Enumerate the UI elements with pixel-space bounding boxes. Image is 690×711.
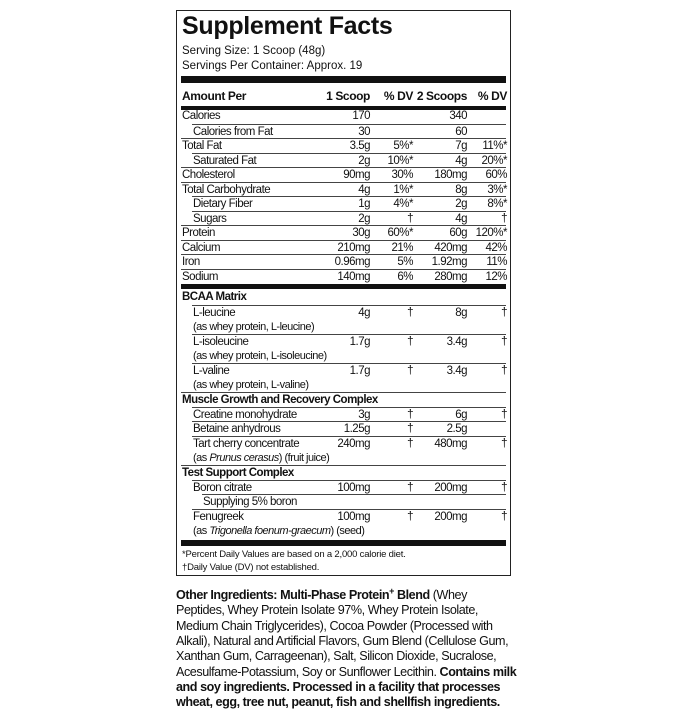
row-label — [182, 290, 246, 304]
dv-2-scoops: 120%* — [475, 227, 507, 239]
nutrient-name: Calories — [182, 110, 221, 122]
amount-2-scoops: 3.4g — [446, 365, 467, 378]
dv-2-scoops: † — [501, 335, 507, 348]
section-header — [181, 392, 506, 407]
ingredients-text: (Whey Peptides, Whey Protein Isolate 97%, Whey Protein Isolate, Medium Chain Triglycerides), Cocoa Powder (Processed with Alkali), Natural and Artificial Flavors, Gum Blend (Cellulose Gum, Xanthan Gum, Carrageenan), Salt, Silicon Dioxide, Sucralose, Acesulfame-Potassium, Soy or Sunflower Lecithin. — [176, 588, 509, 679]
nutrient-row — [192, 211, 506, 226]
nutrient-name: Test Support Complex — [182, 467, 294, 480]
dv-2-scoops: 11% — [486, 256, 507, 268]
amount-1-scoop: 30 — [358, 125, 370, 138]
dv-1-scoop: † — [407, 481, 413, 494]
dv-1-scoop: † — [407, 212, 413, 225]
dv-2-scoops: † — [501, 408, 507, 421]
header-dv-1: % DV — [383, 89, 413, 103]
nutrient-name: L-valine — [193, 365, 230, 378]
row-label — [182, 183, 270, 197]
row-label — [193, 481, 252, 495]
nutrient-name: Cholesterol — [182, 169, 235, 181]
amount-2-scoops: 180mg — [434, 169, 467, 181]
nutrient-source — [193, 524, 364, 538]
amount-2-scoops: 1.92mg — [431, 256, 467, 268]
amount-1-scoop: 90mg — [343, 169, 370, 181]
nutrient-name: Total Fat — [182, 140, 222, 152]
amount-2-scoops: 200mg — [434, 510, 467, 523]
nutrient-row — [192, 153, 506, 168]
amount-2-scoops: 7g — [455, 140, 467, 152]
amount-1-scoop: 3.5g — [349, 140, 370, 152]
amount-2-scoops: 420mg — [434, 241, 467, 254]
servings-per-container: Servings Per Container: Approx. 19 — [182, 60, 363, 72]
nutrient-row — [181, 167, 506, 182]
nutrient-row — [192, 196, 506, 211]
amount-2-scoops: 280mg — [434, 270, 467, 283]
nutrient-source: (as whey protein, L-valine) — [193, 379, 309, 392]
dv-1-scoop: † — [407, 365, 413, 378]
dv-1-scoop: † — [407, 510, 413, 523]
dv-2-scoops: † — [501, 212, 507, 225]
amount-2-scoops: 6g — [455, 408, 467, 421]
nutrient-name: Calories from Fat — [193, 125, 273, 138]
serving-size: Serving Size: 1 Scoop (48g) — [182, 45, 326, 57]
dv-2-scoops: 11%* — [482, 140, 507, 152]
dv-1-scoop: 21% — [391, 241, 413, 254]
nutrient-name: Muscle Growth and Recovery Complex — [182, 394, 378, 407]
plus-mark: + — [389, 586, 394, 596]
latin-name: Trigonella foenum-graecum — [209, 524, 331, 537]
amount-2-scoops: 200mg — [434, 481, 467, 494]
section-header — [181, 290, 506, 305]
header-amount-per: Amount Per — [182, 89, 247, 103]
amount-2-scoops: 8g — [455, 183, 467, 196]
nutrient-name: Dietary Fiber — [193, 198, 253, 210]
row-label — [193, 212, 226, 226]
amount-1-scoop: 1g — [358, 198, 370, 210]
nutrient-name: L-leucine — [193, 306, 236, 319]
amount-1-scoop: 210mg — [337, 241, 370, 254]
nutrient-row — [192, 436, 506, 465]
blend-label: Blend — [393, 588, 430, 603]
nutrient-name: Boron citrate — [193, 481, 252, 494]
row-label — [182, 109, 220, 123]
nutrient-row — [192, 334, 506, 363]
nutrient-row — [192, 305, 506, 334]
nutrient-source: (as whey protein, L-isoleucine) — [193, 349, 327, 362]
dv-2-scoops: 12% — [485, 270, 507, 283]
amount-2-scoops: 60g — [449, 227, 467, 239]
nutrient-row — [181, 254, 506, 269]
source-text: (as — [193, 524, 210, 537]
amount-1-scoop: 240mg — [337, 437, 370, 450]
row-label — [182, 168, 235, 182]
source-text: ) (fruit juice) — [278, 451, 330, 464]
row-label — [193, 197, 252, 211]
row-label — [182, 255, 200, 269]
nutrient-row — [181, 225, 506, 240]
dv-2-scoops: † — [501, 437, 507, 450]
dv-2-scoops: † — [501, 481, 507, 494]
dv-1-scoop: 5%* — [393, 140, 413, 152]
row-label — [193, 154, 256, 168]
nutrient-row — [181, 109, 506, 124]
row-label — [182, 466, 294, 480]
dv-2-scoops: † — [501, 365, 507, 378]
latin-name: Prunus cerasus — [209, 451, 279, 464]
amount-1-scoop: 3g — [358, 408, 370, 421]
nutrient-name: Tart cherry concentrate — [193, 437, 300, 450]
dv-1-scoop: † — [407, 437, 413, 450]
nutrient-name: Iron — [182, 256, 200, 268]
row-label — [182, 393, 378, 407]
dv-1-scoop: 1%* — [393, 183, 413, 196]
dv-1-scoop: † — [407, 306, 413, 319]
column-header — [181, 83, 506, 107]
allergen-statement: Contains milk and soy ingredients. Processed in a facility that processes wheat, egg, tree nut, peanut, fish and shellfish ingredients. — [176, 664, 517, 710]
nutrient-table — [181, 109, 506, 538]
other-ingredients-label: Other Ingredients: Multi-Phase Protein — [176, 588, 390, 603]
footnote-dv: *Percent Daily Values are based on a 2,000 calorie diet. — [182, 549, 406, 560]
amount-2-scoops: 4g — [455, 212, 467, 225]
nutrient-row — [181, 269, 506, 284]
row-label — [182, 139, 222, 153]
divider-thick — [181, 284, 506, 289]
amount-2-scoops: 3.4g — [446, 335, 467, 348]
dv-1-scoop: 10%* — [387, 154, 413, 167]
amount-1-scoop: 1.7g — [349, 335, 370, 348]
amount-2-scoops: 2.5g — [446, 423, 467, 436]
nutrient-row — [181, 182, 506, 197]
amount-1-scoop: 1.7g — [349, 365, 370, 378]
amount-1-scoop: 2g — [358, 212, 370, 225]
dv-2-scoops: 42% — [485, 241, 507, 254]
nutrient-row — [181, 240, 506, 255]
amount-2-scoops: 2g — [455, 198, 467, 210]
dv-2-scoops: 8%* — [487, 198, 507, 210]
amount-1-scoop: 100mg — [337, 510, 370, 523]
supplement-facts-panel — [176, 10, 511, 576]
amount-2-scoops: 480mg — [434, 437, 467, 450]
nutrient-name: Betaine anhydrous — [193, 423, 281, 436]
nutrient-row — [192, 421, 506, 436]
source-text: ) (seed) — [330, 524, 365, 537]
other-ingredients — [176, 584, 518, 711]
dv-1-scoop: 5% — [397, 256, 413, 268]
amount-1-scoop: 0.96mg — [334, 256, 370, 268]
nutrient-name: Total Carbohydrate — [182, 183, 271, 196]
nutrient-name: Saturated Fat — [193, 154, 257, 167]
section-header — [181, 465, 506, 480]
amount-2-scoops: 8g — [455, 306, 467, 319]
nutrient-name: Sodium — [182, 270, 218, 283]
nutrient-row — [192, 509, 506, 538]
dv-2-scoops: † — [501, 510, 507, 523]
row-label — [182, 241, 220, 255]
footnote-dagger: †Daily Value (DV) not established. — [182, 562, 320, 573]
nutrient-row — [192, 407, 506, 422]
divider-thick — [181, 76, 506, 83]
row-label — [193, 408, 297, 422]
amount-1-scoop: 170 — [352, 110, 370, 122]
panel-title: Supplement Facts — [182, 12, 393, 40]
row-label — [193, 306, 314, 334]
dv-1-scoop: † — [407, 335, 413, 348]
row-label — [193, 125, 273, 139]
row-label — [193, 364, 309, 392]
nutrient-name: BCAA Matrix — [182, 291, 247, 303]
amount-1-scoop: 2g — [358, 154, 370, 167]
header-dv-2: % DV — [477, 89, 507, 103]
amount-1-scoop: 30g — [352, 227, 370, 239]
row-label — [182, 226, 215, 240]
nutrient-name: L-isoleucine — [193, 335, 249, 348]
amount-1-scoop: 140mg — [337, 270, 370, 283]
nutrient-name: Creatine monohydrate — [193, 408, 297, 421]
nutrient-name: Protein — [182, 227, 215, 239]
dv-1-scoop: 30% — [391, 169, 413, 181]
dv-2-scoops: 20%* — [481, 154, 507, 167]
divider-thick — [181, 540, 506, 546]
dv-2-scoops: 60% — [485, 169, 507, 181]
nutrient-source: (as whey protein, L-leucine) — [193, 320, 315, 333]
amount-2-scoops: 340 — [449, 110, 467, 122]
nutrient-row — [192, 480, 506, 495]
row-label — [193, 422, 280, 436]
dv-1-scoop: 6% — [397, 270, 413, 283]
nutrient-row — [192, 363, 506, 392]
dv-1-scoop: 4%* — [393, 198, 413, 210]
nutrient-name: Calcium — [182, 241, 221, 254]
nutrient-name: Sugars — [193, 212, 227, 225]
dv-1-scoop: † — [407, 408, 413, 421]
header-1-scoop: 1 Scoop — [326, 89, 370, 103]
nutrient-name: Supplying 5% boron — [203, 496, 297, 509]
dv-1-scoop: † — [407, 423, 413, 436]
dv-1-scoop: 60%* — [387, 227, 413, 239]
nutrient-row — [202, 494, 506, 509]
nutrient-row — [192, 124, 506, 139]
row-label — [203, 495, 297, 509]
nutrient-row — [181, 138, 506, 153]
dv-2-scoops: 3%* — [487, 183, 507, 196]
amount-1-scoop: 4g — [358, 183, 370, 196]
header-2-scoops: 2 Scoops — [416, 89, 467, 103]
row-label — [193, 335, 327, 363]
dv-2-scoops: † — [501, 306, 507, 319]
amount-2-scoops: 60 — [455, 125, 467, 138]
source-text: (as — [193, 451, 210, 464]
nutrient-name: Fenugreek — [193, 510, 244, 523]
amount-1-scoop: 100mg — [337, 481, 370, 494]
row-label — [193, 437, 329, 465]
row-label — [182, 270, 218, 284]
amount-1-scoop: 4g — [358, 306, 370, 319]
nutrient-source — [193, 451, 329, 465]
amount-1-scoop: 1.25g — [343, 423, 370, 436]
amount-2-scoops: 4g — [455, 154, 467, 167]
